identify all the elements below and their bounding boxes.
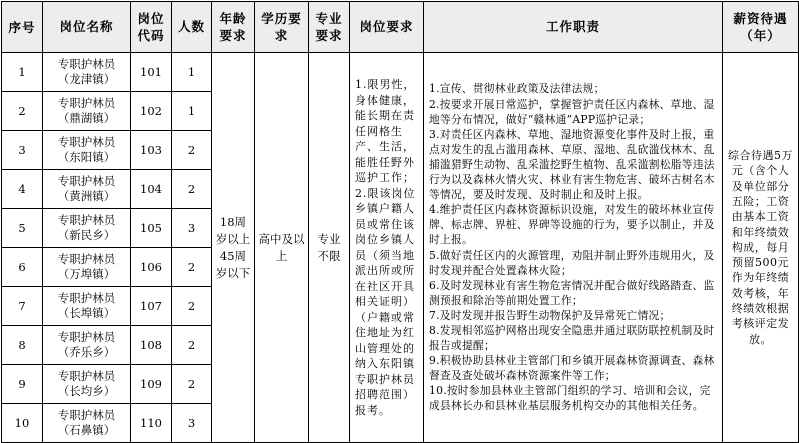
major-cell: 专业不限 — [309, 53, 350, 443]
count-cell: 2 — [172, 131, 212, 170]
header-major: 专业要求 — [309, 2, 350, 53]
post-name: 专职护林员 — [57, 96, 116, 110]
post-town: （新民乡） — [57, 228, 116, 242]
post-name-cell — [43, 365, 131, 404]
post-name: 专职护林员 — [57, 369, 116, 383]
post-name: 专职护林员 — [57, 330, 116, 344]
count-cell: 2 — [172, 170, 212, 209]
duty-item: 9.积极协助县林业主管部门和乡镇开展森林资源调查、森林督查及查处破坏森林资源案件等工作； — [429, 354, 715, 383]
post-name: 专职护林员 — [57, 135, 116, 149]
seq-cell: 4 — [2, 170, 43, 209]
post-name-cell — [43, 209, 131, 248]
post-name-cell — [43, 404, 131, 443]
header-row — [2, 2, 799, 53]
post-town: （东阳镇） — [57, 150, 116, 164]
count-cell: 2 — [172, 326, 212, 365]
post-code-cell: 101 — [131, 53, 172, 92]
seq-cell: 10 — [2, 404, 43, 443]
header-seq: 序号 — [2, 2, 43, 53]
seq-cell: 2 — [2, 92, 43, 131]
salary-cell: 综合待遇5万元（含个人及单位部分五险；工资由基本工资和年终绩效构成，每月预留500元作为年终绩效考核，年终绩效根据考核评定发放。 — [723, 53, 799, 443]
count-cell: 2 — [172, 287, 212, 326]
post-town: （乔乐乡） — [57, 345, 116, 359]
post-name: 专职护林员 — [57, 213, 116, 227]
post-code-cell: 105 — [131, 209, 172, 248]
header-duties: 工作职责 — [424, 2, 723, 53]
header-post-name: 岗位名称 — [43, 2, 131, 53]
duty-item: 3.对责任区内森林、草地、湿地资源变化事件及时上报，重点对发生的乱占滥用森林、草原、湿地、乱砍滥伐林木、乱捕滥猎野生动物、乱采滥挖野生植物、乱采滥割松脂等违法行为以及森林火情火灾、林业有害生物危害、破坏古树名木等情况，要及时发现、及时制止和及时上报。 — [429, 127, 715, 202]
post-name: 专职护林员 — [57, 408, 116, 422]
requirements-cell: 1.限男性，身体健康，能长期在责任网格生产、生活，能胜任野外巡护工作；2.限该岗位乡镇户籍人员或常住该岗位乡镇人员（须当地派出所或所在社区开具相关证明）（户籍或常住地址为红山管理处的纳入东阳镇专职护林员招聘范围）报考。 — [350, 53, 424, 443]
duty-item: 7.及时发现并报告野生动物保护及异常死亡情况； — [429, 308, 671, 322]
post-code-cell: 109 — [131, 365, 172, 404]
header-count: 人数 — [172, 2, 212, 53]
post-code-cell: 108 — [131, 326, 172, 365]
age-cell: 18周岁以上45周岁以下 — [212, 53, 255, 443]
post-name-cell — [43, 92, 131, 131]
post-town: （万埠镇） — [57, 267, 116, 281]
seq-cell: 8 — [2, 326, 43, 365]
header-post-code: 岗位代码 — [131, 2, 172, 53]
duty-item: 4.维护责任区内森林资源标识设施，对发生的破坏林业宣传牌、标志牌、界桩、界碑等设施的行为，要予以制止，并及时上报。 — [429, 203, 715, 247]
post-town: （长埠镇） — [57, 306, 116, 320]
seq-cell: 7 — [2, 287, 43, 326]
post-name-cell — [43, 53, 131, 92]
seq-cell: 5 — [2, 209, 43, 248]
post-name-cell — [43, 287, 131, 326]
seq-cell: 1 — [2, 53, 43, 92]
seq-cell: 9 — [2, 365, 43, 404]
post-code-cell: 103 — [131, 131, 172, 170]
seq-cell: 6 — [2, 248, 43, 287]
duty-item: 5.做好责任区内的火源管理，劝阻并制止野外违规用火，及时发现并配合处置森林火险； — [429, 248, 715, 277]
count-cell: 3 — [172, 209, 212, 248]
duty-item: 10.按时参加县林业主管部门组织的学习、培训和会议，完成县林长办和县林业基层服务机构交办的其他相关任务。 — [429, 384, 711, 413]
count-cell: 2 — [172, 365, 212, 404]
post-name-cell — [43, 170, 131, 209]
education-cell: 高中及以上 — [255, 53, 309, 443]
post-town: （黄洲镇） — [57, 189, 116, 203]
seq-cell: 3 — [2, 131, 43, 170]
post-code-cell: 102 — [131, 92, 172, 131]
post-town: （龙津镇） — [57, 72, 116, 86]
post-code-cell: 104 — [131, 170, 172, 209]
post-name-cell — [43, 131, 131, 170]
post-code-cell: 107 — [131, 287, 172, 326]
post-town: （长均乡） — [57, 384, 116, 398]
duty-item: 8.发现相邻巡护网格出现安全隐患并通过联防联控机制及时报告或提醒； — [429, 323, 715, 353]
post-name: 专职护林员 — [57, 291, 116, 305]
header-salary: 薪资待遇（年） — [723, 2, 799, 53]
post-town: （鼎湖镇） — [57, 111, 116, 125]
header-age: 年龄要求 — [212, 2, 255, 53]
duties-cell — [424, 53, 723, 443]
header-requirements: 岗位要求 — [350, 2, 424, 53]
post-name-cell — [43, 326, 131, 365]
count-cell: 1 — [172, 53, 212, 92]
duty-item: 1.宣传、贯彻林业政策及法律法规； — [429, 82, 605, 96]
post-name: 专职护林员 — [57, 252, 116, 266]
post-name-cell — [43, 248, 131, 287]
post-name: 专职护林员 — [57, 57, 116, 71]
count-cell: 1 — [172, 92, 212, 131]
post-name: 专职护林员 — [57, 174, 116, 188]
post-town: （石鼻镇） — [57, 423, 116, 437]
recruitment-table — [1, 1, 799, 443]
count-cell: 2 — [172, 248, 212, 287]
duty-item: 6.及时发现林业有害生物危害情况并配合做好线路踏查、监测预报和除治等前期处置工作； — [429, 278, 715, 307]
post-code-cell: 110 — [131, 404, 172, 443]
count-cell: 3 — [172, 404, 212, 443]
post-code-cell: 106 — [131, 248, 172, 287]
header-education: 学历要求 — [255, 2, 309, 53]
table-row — [2, 53, 799, 92]
duty-item: 2.按要求开展日常巡护，掌握管护责任区内森林、草地、湿地等分布情况，做好“赣林通”APP巡护记录； — [429, 97, 715, 126]
